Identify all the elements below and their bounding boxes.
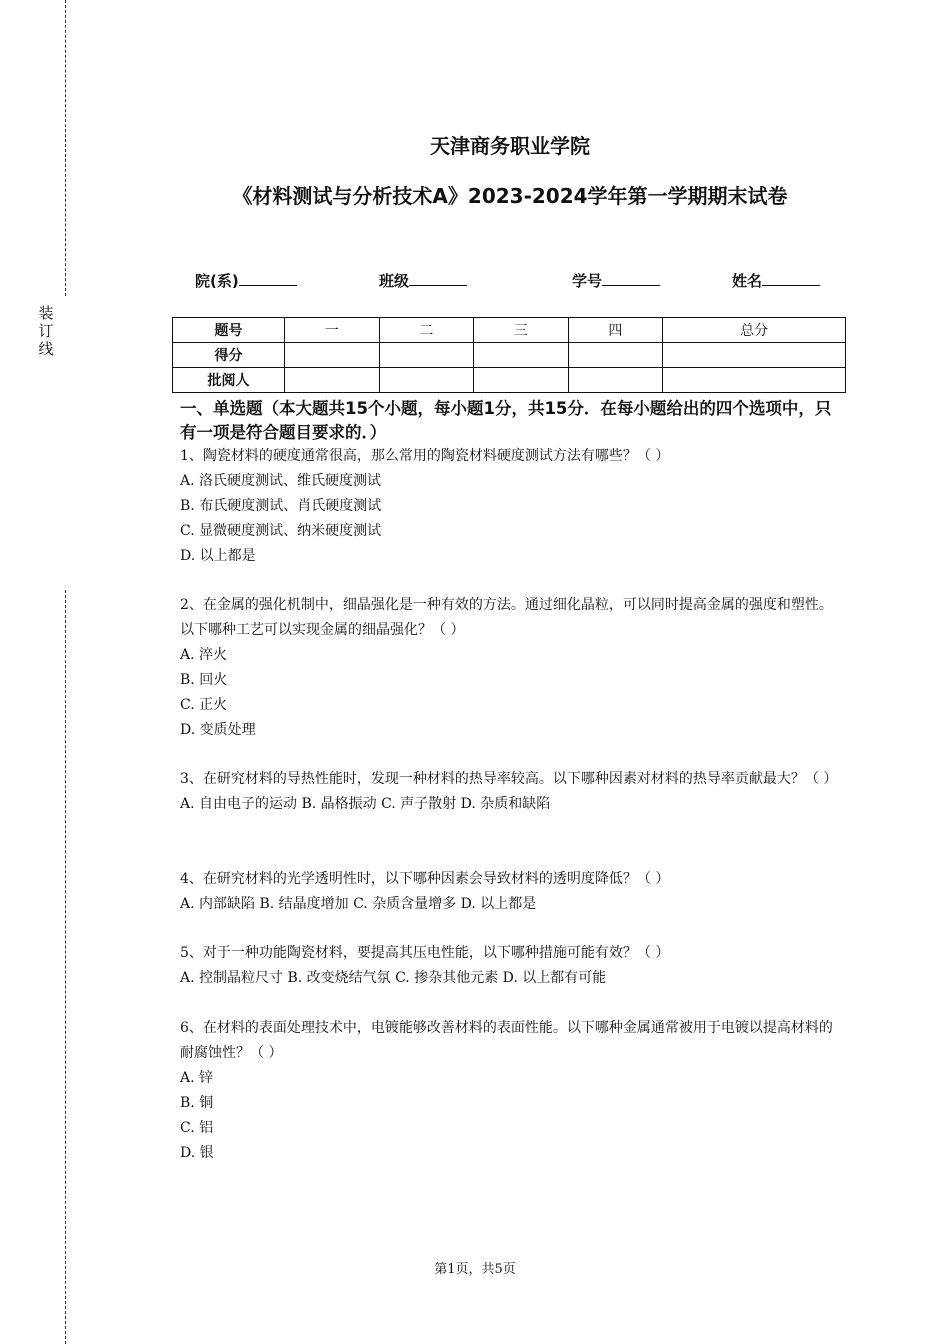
question-1	[180, 444, 840, 569]
question-option: A. 控制晶粒尺寸 B. 改变烧结气氛 C. 掺杂其他元素 D. 以上都有可能	[180, 970, 607, 986]
question-stem: 2、在金属的强化机制中，细晶强化是一种有效的方法。通过细化晶粒，可以同时提高金属的强度和塑性。以下哪种工艺可以实现金属的细晶强化？（ ）	[180, 597, 833, 638]
section-heading: 一、单选题（本大题共15个小题，每小题1分，共15分．在每小题给出的四个选项中，只有一项是符合题目要求的．）	[180, 399, 832, 442]
paper-title: 《材料测试与分析技术A》2023-2024学年第一学期期末试卷	[232, 184, 788, 208]
class-blank[interactable]	[409, 273, 467, 286]
question-option: B. 铜	[180, 1095, 214, 1111]
info-label: 班级	[379, 272, 410, 290]
info-label: 学号	[572, 272, 603, 290]
header-cell: 四	[568, 318, 663, 343]
info-student-id	[572, 270, 660, 291]
score-cell[interactable]	[379, 343, 474, 368]
info-department	[195, 270, 297, 291]
score-table-header-row	[173, 318, 846, 343]
info-name	[732, 270, 820, 291]
score-table	[172, 317, 846, 393]
reviewer-cell[interactable]	[663, 368, 846, 393]
binding-line-top	[65, 0, 66, 296]
binding-label	[37, 304, 55, 358]
header-cell: 三	[474, 318, 569, 343]
question-option: C. 铝	[180, 1120, 214, 1136]
question-4	[180, 867, 840, 917]
info-label: 院(系)	[195, 272, 239, 290]
header-cell: 题号	[173, 318, 285, 343]
header-cell: 一	[285, 318, 380, 343]
reviewer-cell[interactable]	[379, 368, 474, 393]
department-blank[interactable]	[239, 273, 297, 286]
header-cell: 二	[379, 318, 474, 343]
question-stem: 3、在研究材料的导热性能时，发现一种材料的热导率较高。以下哪种因素对材料的热导率贡献最大？（ ）	[180, 771, 838, 787]
question-option: A. 淬火	[180, 647, 228, 663]
question-stem: 6、在材料的表面处理技术中，电镀能够改善材料的表面性能。以下哪种金属通常被用于电镀以提高材料的耐腐蚀性？（ ）	[180, 1020, 833, 1061]
question-option: B. 布氏硬度测试、肖氏硬度测试	[180, 498, 382, 514]
binding-char: 装	[38, 304, 54, 322]
score-row	[173, 343, 846, 368]
info-class	[379, 270, 467, 291]
score-cell[interactable]	[285, 343, 380, 368]
question-option: A. 自由电子的运动 B. 晶格振动 C. 声子散射 D. 杂质和缺陷	[180, 796, 551, 812]
question-option: C. 正火	[180, 697, 228, 713]
question-option: B. 回火	[180, 672, 228, 688]
binding-char: 订	[38, 322, 54, 340]
question-option: D. 变质处理	[180, 722, 256, 738]
binding-char: 线	[38, 340, 54, 358]
question-option: A. 洛氏硬度测试、维氏硬度测试	[180, 473, 382, 489]
page-number: 第1页，共5页	[434, 1262, 516, 1277]
row-label: 批阅人	[173, 368, 285, 393]
reviewer-row	[173, 368, 846, 393]
question-option: D. 银	[180, 1145, 214, 1161]
reviewer-cell[interactable]	[474, 368, 569, 393]
score-cell[interactable]	[568, 343, 663, 368]
question-option: D. 以上都是	[180, 548, 256, 564]
score-cell[interactable]	[474, 343, 569, 368]
question-2	[180, 593, 840, 743]
question-stem: 5、对于一种功能陶瓷材料，要提高其压电性能，以下哪种措施可能有效？（ ）	[180, 945, 670, 961]
binding-line-bottom	[65, 590, 66, 1344]
question-5	[180, 941, 840, 991]
question-stem: 1、陶瓷材料的硬度通常很高，那么常用的陶瓷材料硬度测试方法有哪些？（ ）	[180, 448, 670, 464]
score-cell[interactable]	[663, 343, 846, 368]
row-label: 得分	[173, 343, 285, 368]
question-option: A. 锌	[180, 1070, 214, 1086]
header-cell: 总分	[663, 318, 846, 343]
question-option: C. 显微硬度测试、纳米硬度测试	[180, 523, 382, 539]
reviewer-cell[interactable]	[285, 368, 380, 393]
question-6	[180, 1016, 840, 1166]
info-label: 姓名	[732, 272, 763, 290]
reviewer-cell[interactable]	[568, 368, 663, 393]
student-id-blank[interactable]	[602, 273, 660, 286]
question-stem: 4、在研究材料的光学透明性时，以下哪种因素会导致材料的透明度降低？（ ）	[180, 871, 670, 887]
school-name: 天津商务职业学院	[430, 134, 590, 158]
name-blank[interactable]	[762, 273, 820, 286]
question-option: A. 内部缺陷 B. 结晶度增加 C. 杂质含量增多 D. 以上都是	[180, 896, 537, 912]
question-3	[180, 767, 840, 817]
